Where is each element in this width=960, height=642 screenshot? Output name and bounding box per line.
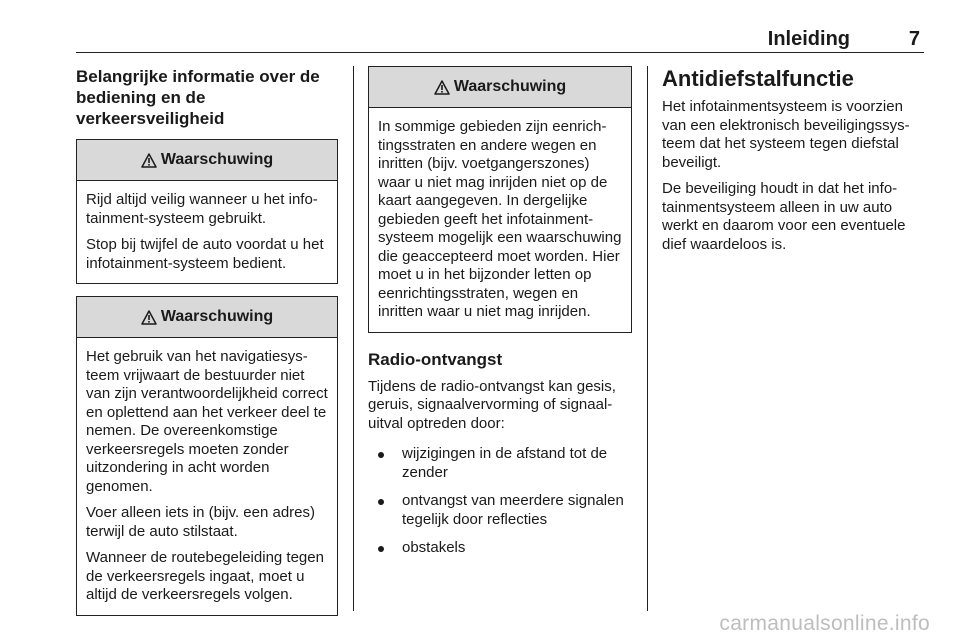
- column-3: [662, 66, 924, 262]
- warning-paragraph: Het gebruik van het navigatiesysteem vrijwaart de bestuurder niet van zijn verantwoordelijkheid correct en oplettend aan het verkeer deel te nemen. De overeenkomstige verkeersregels moeten zonder uitzondering in acht worden genomen.: [86, 348, 328, 495]
- warning-paragraph: Voer alleen iets in (bijv. een adres) terwijl de auto stilstaat.: [86, 504, 316, 540]
- antitheft-paragraph: De beveiliging houdt in dat het infotainmentsysteem alleen in uw auto werkt en daarom voor een eventuele dief waardeloos is.: [662, 180, 906, 253]
- warning-box-header: [77, 140, 337, 181]
- radio-intro: Tijdens de radio-ontvangst kan gesis, geruis, signaalvervorming of signaaluitval optreden door:: [368, 377, 616, 432]
- column-1: [76, 66, 338, 628]
- radio-bullet-list: [368, 445, 632, 558]
- list-item-text: ontvangst van meerdere signalen tegelijk door reflecties: [402, 492, 624, 528]
- warning-paragraph: Stop bij twijfel de auto voordat u het infotainment-systeem bedient.: [86, 236, 324, 272]
- warning-title: Waarschuwing: [160, 308, 274, 325]
- warning-title: Waarschuwing: [453, 78, 567, 95]
- list-item: [368, 539, 632, 558]
- warning-box-2: [76, 296, 338, 616]
- warning-box-header: [77, 297, 337, 338]
- list-item-text: wijzigingen in de afstand tot de zender: [402, 445, 608, 481]
- column-divider-right: [647, 66, 648, 611]
- page-number: 7: [908, 28, 920, 50]
- warning-triangle-icon: [141, 153, 157, 168]
- warning-box-1: [76, 139, 338, 284]
- section-title-radio: Radio-ontvangst: [368, 349, 503, 369]
- warning-box-3: [368, 66, 632, 333]
- column-divider-left: [353, 66, 354, 611]
- warning-paragraph: Rijd altijd veilig wanneer u het infotainment-systeem gebruikt.: [86, 191, 318, 227]
- warning-box-body: [77, 181, 337, 283]
- warning-box-body: [77, 338, 337, 615]
- watermark: carmanualsonline.info: [719, 612, 930, 635]
- warning-paragraph: In sommige gebieden zijn eenrichtingsstraten en andere wegen en inritten (bijv. voetgangerszones) waar u niet mag inrijden niet op de kaart aangegeven. In dergelijke gebieden geeft het infotainmentsysteem mogelijk een waarschuwing die geaccepteerd moet worden. Hier moet u in het bijzonder letten op eenrichtingsstraten, wegen en inritten waar u niet mag inrijden.: [378, 118, 622, 320]
- warning-box-body: [369, 108, 631, 332]
- list-item: [368, 492, 632, 529]
- bullet-icon: [378, 546, 384, 552]
- warning-triangle-icon: [141, 310, 157, 325]
- antitheft-paragraph: Het infotainmentsysteem is voorzien van een elektronisch beveiligingssysteem dat het systeem tegen diefstal beveiligt.: [662, 98, 910, 171]
- warning-title: Waarschuwing: [160, 151, 274, 168]
- header-title: Inleiding: [767, 28, 850, 50]
- warning-triangle-icon: [434, 80, 450, 95]
- bullet-icon: [378, 452, 384, 458]
- column-2: [368, 66, 632, 568]
- list-item-text: obstakels: [402, 539, 466, 556]
- warning-paragraph: Wanneer de routebegeleiding tegen de verkeersregels ingaat, moet u altijd de verkeersregels volgen.: [86, 549, 324, 603]
- bullet-icon: [378, 499, 384, 505]
- section-title-safety: Belangrijke informatie over de bediening en de verkeersveiligheid: [76, 67, 320, 128]
- section-title-antitheft: Antidiefstalfunctie: [662, 66, 854, 91]
- header-rule: [76, 52, 924, 53]
- warning-box-header: [369, 67, 631, 108]
- list-item: [368, 445, 632, 482]
